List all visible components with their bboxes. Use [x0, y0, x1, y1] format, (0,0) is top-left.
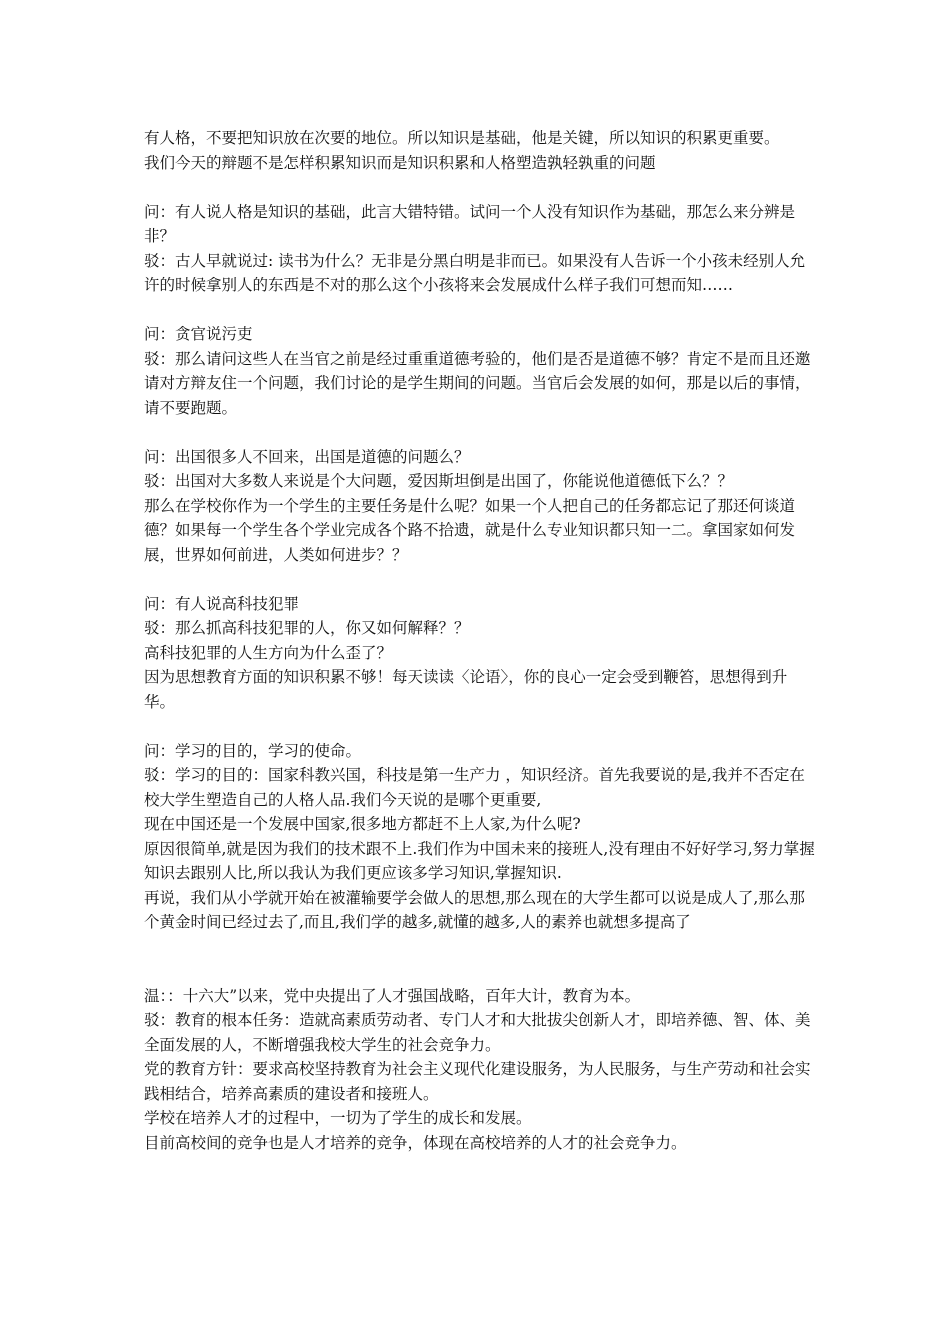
paragraph: 原因很简单,就是因为我们的技术跟不上.我们作为中国未来的接班人,没有理由不好好学习,努力掌握知识去跟别人比,所以我认为我们更应该多学习知识,掌握知识. [144, 839, 815, 882]
paragraph: 驳：学习的目的：国家科教兴国，科技是第一生产力 ，知识经济。首先我要说的是,我并不否定在校大学生塑造自己的人格人品.我们今天说的是哪个更重要, [144, 766, 805, 809]
paragraph: 有人格，不要把知识放在次要的地位。所以知识是基础，他是关键，所以知识的积累更重要。 [144, 129, 780, 147]
paragraph-spacer [144, 714, 816, 739]
paragraph: 那么在学校你作为一个学生的主要任务是什么呢？如果一个人把自己的任务都忘记了那还何谈道德？如果每一个学生各个学业完成各个路不拾遗，就是什么专业知识都只知一二。拿国家如何发展，世界如何前进，人类如何进步？？ [144, 496, 796, 564]
paragraph: 学校在培养人才的过程中，一切为了学生的成长和发展。 [144, 1109, 532, 1127]
paragraph: 目前高校间的竞争也是人才培养的竞争，体现在高校培养的人才的社会竞争力。 [144, 1133, 687, 1152]
paragraph: 驳：古人早就说过: 读书为什么？无非是分黑白明是非而已。如果没有人告诉一个小孩未经别人允许的时候拿别人的东西是不对的那么这个小孩将来会发展成什么样子我们可想而知…… [144, 251, 806, 294]
paragraph: 问：出国很多人不回来，出国是道德的问题么？ [144, 447, 470, 466]
paragraph-spacer [144, 175, 816, 200]
paragraph-spacer [144, 420, 816, 445]
paragraph-spacer [144, 298, 816, 323]
paragraph-spacer [144, 935, 816, 984]
paragraph: 问：学习的目的，学习的使命。 [144, 741, 362, 760]
paragraph: 驳：那么请问这些人在当官之前是经过重重道德考验的，他们是否是道德不够？肯定不是而且还邀请对方辩友住一个问题，我们讨论的是学生期间的问题。当官后会发展的如何，那是以后的事情，请不要跑题。 [144, 349, 811, 417]
paragraph: 因为思想教育方面的知识积累不够！每天读读〈论语〉，你的良心一定会受到鞭笞，思想得到升华。 [144, 668, 788, 711]
paragraph-spacer [144, 567, 816, 592]
document-body [144, 126, 816, 1155]
paragraph: 高科技犯罪的人生方向为什么歪了？ [144, 643, 393, 662]
paragraph: 温：：十六大”以来，党中央提出了人才强国战略，百年大计，教育为本。 [144, 986, 641, 1005]
paragraph: 驳：出国对大多数人来说是个大问题，爱因斯坦倒是出国了，你能说他道德低下么？？ [144, 472, 734, 490]
paragraph: 驳：教育的根本任务：造就高素质劳动者、专门人才和大批拔尖创新人才，即培养德、智、体、美全面发展的人，不断增强我校大学生的社会竞争力。 [144, 1011, 811, 1054]
paragraph: 再说，我们从小学就开始在被灌输要学会做人的思想,那么现在的大学生都可以说是成人了,那么那个黄金时间已经过去了,而且,我们学的越多,就懂的越多,人的素养也就想多提高了 [144, 888, 805, 931]
paragraph: 驳：那么抓高科技犯罪的人，你又如何解释？？ [144, 619, 470, 637]
paragraph: 现在中国还是一个发展中国家,很多地方都赶不上人家,为什么呢? [144, 815, 581, 833]
paragraph: 问：贪官说污吏 [144, 325, 253, 343]
paragraph: 问：有人说人格是知识的基础，此言大错特错。试问一个人没有知识作为基础，那怎么来分辨是非？ [144, 202, 796, 245]
paragraph: 党的教育方针：要求高校坚持教育为社会主义现代化建设服务，为人民服务，与生产劳动和社会实践相结合，培养高素质的建设者和接班人。 [144, 1060, 811, 1103]
paragraph: 我们今天的辩题不是怎样积累知识而是知识积累和人格塑造孰轻孰重的问题 [144, 153, 656, 172]
paragraph: 问：有人说高科技犯罪 [144, 594, 300, 613]
